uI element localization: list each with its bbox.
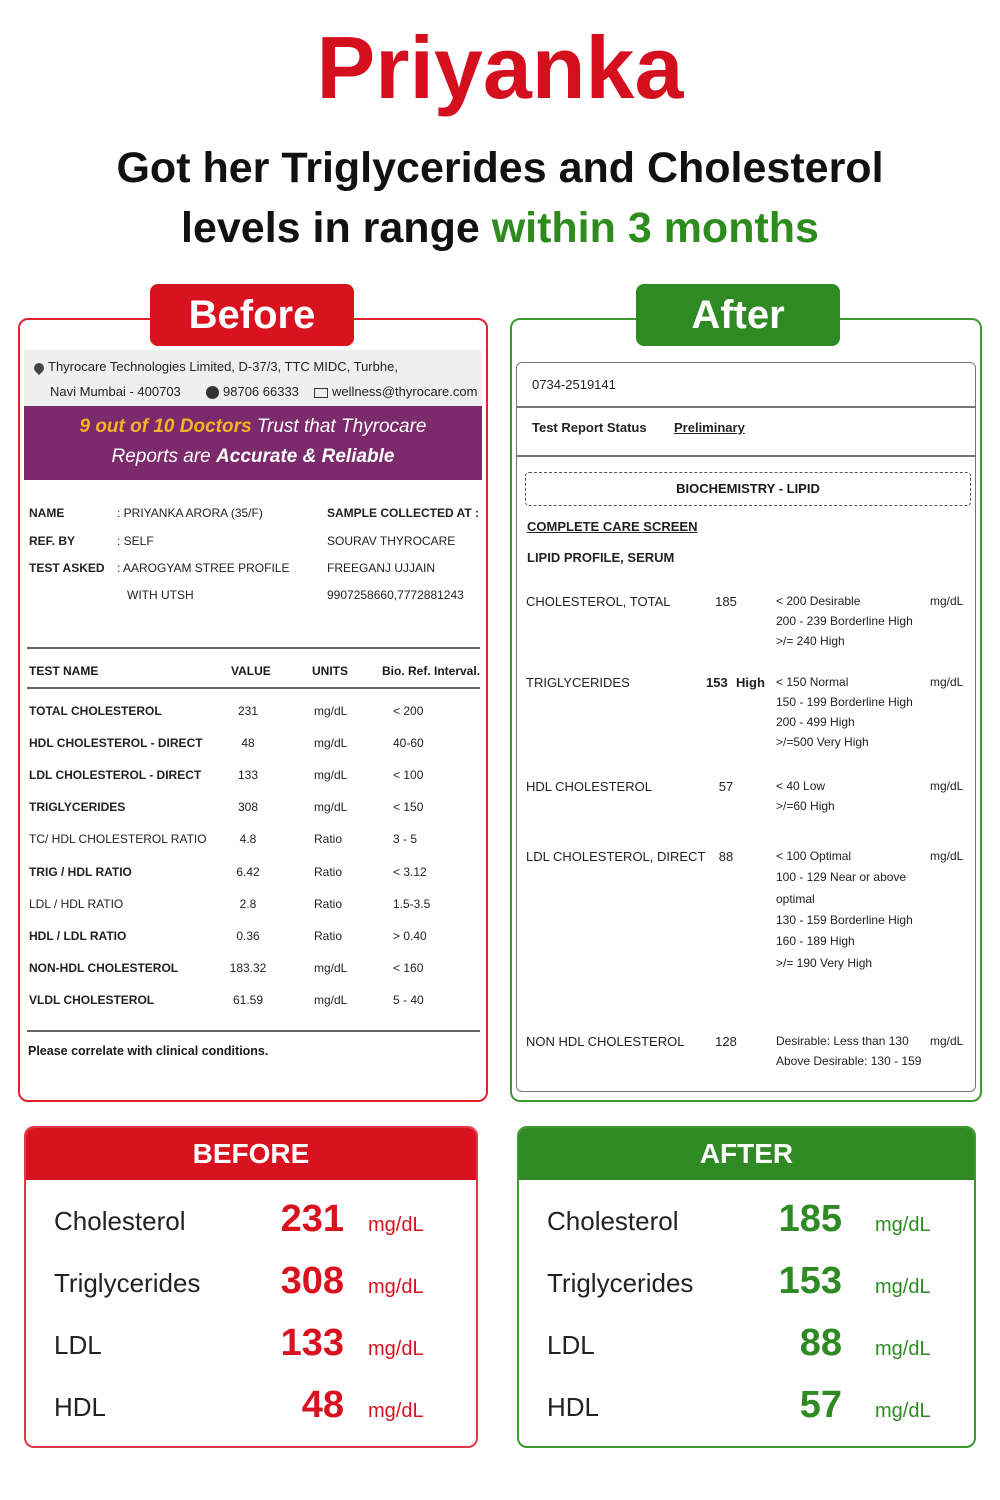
summary-before-card xyxy=(24,1126,478,1448)
reference-range-line: optimal xyxy=(776,891,815,906)
result-value: 185 xyxy=(715,594,737,609)
result-units: mg/dL xyxy=(314,768,348,783)
result-unit: mg/dL xyxy=(930,1034,964,1048)
result-unit: mg/dL xyxy=(930,675,964,689)
location-pin-icon xyxy=(32,360,46,374)
result-units: mg/dL xyxy=(314,992,348,1007)
summary-unit: mg/dL xyxy=(368,1338,424,1360)
col-units: UNITS xyxy=(312,664,348,678)
summary-after-title: AFTER xyxy=(519,1128,974,1180)
reference-range-line: >/=500 Very High xyxy=(776,735,869,749)
result-test-name: TOTAL CHOLESTEROL xyxy=(29,704,162,718)
summary-value: 231 xyxy=(280,1198,344,1240)
banner-prefix-2: Reports are xyxy=(111,446,217,467)
result-test-name: HDL / LDL RATIO xyxy=(29,928,127,943)
profile-title: LIPID PROFILE, SERUM xyxy=(527,550,675,565)
result-ref-interval: > 0.40 xyxy=(393,928,427,943)
result-value: 183.32 xyxy=(229,960,267,975)
banner-bold-1: 9 out of 10 Doctors xyxy=(79,416,252,437)
summary-label: Cholesterol xyxy=(547,1206,679,1236)
divider xyxy=(27,687,480,689)
reference-range-line: Above Desirable: 130 - 159 xyxy=(776,1054,922,1068)
before-label: Before xyxy=(150,284,354,346)
lab-address-line-2: Navi Mumbai - 400703 xyxy=(50,384,181,399)
result-units: Ratio xyxy=(314,928,343,943)
summary-row xyxy=(26,1384,476,1434)
test-asked-value-2: WITH UTSH xyxy=(127,588,194,602)
envelope-icon xyxy=(314,388,328,398)
summary-label: Cholesterol xyxy=(54,1206,186,1236)
reference-range-line: >/= 240 High xyxy=(776,634,845,648)
summary-row xyxy=(26,1322,476,1372)
lab-email-text: wellness@thyrocare.com xyxy=(332,384,478,399)
subtitle-line-2 xyxy=(0,200,1000,256)
result-test-name: LDL CHOLESTEROL - DIRECT xyxy=(29,768,202,783)
result-ref-interval: 3 - 5 xyxy=(393,832,418,847)
summary-value: 185 xyxy=(778,1198,842,1240)
result-ref-interval: 1.5-3.5 xyxy=(393,896,431,911)
result-test-name: VLDL CHOLESTEROL xyxy=(29,992,155,1007)
lab-phone-text: 98706 66333 xyxy=(223,384,299,399)
subtitle-prefix: levels in range xyxy=(181,204,492,252)
summary-unit: mg/dL xyxy=(368,1214,424,1236)
test-asked-value: : AAROGYAM STREE PROFILE xyxy=(117,561,290,575)
lab-phone xyxy=(206,384,299,399)
result-value: 57 xyxy=(718,779,734,794)
result-value: 153 xyxy=(706,675,728,690)
result-test-name: TC/ HDL CHOLESTEROL RATIO xyxy=(29,832,207,847)
result-units: Ratio xyxy=(314,864,343,879)
summary-unit: mg/dL xyxy=(875,1338,931,1360)
summary-row xyxy=(519,1384,974,1434)
sample-line-3: 9907258660,7772881243 xyxy=(327,588,464,602)
summary-unit: mg/dL xyxy=(875,1400,931,1422)
summary-value: 88 xyxy=(799,1322,842,1364)
result-test-name: HDL CHOLESTEROL - DIRECT xyxy=(29,736,203,751)
banner-line-2 xyxy=(24,446,482,468)
result-units: mg/dL xyxy=(314,960,348,975)
divider xyxy=(27,647,480,649)
result-units: Ratio xyxy=(314,832,343,847)
result-test-name: CHOLESTEROL, TOTAL xyxy=(526,594,671,609)
result-test-name: TRIGLYCERIDES xyxy=(29,800,126,815)
reference-range-line: < 40 Low xyxy=(776,779,826,793)
reference-range-line: 200 - 239 Borderline High xyxy=(776,614,913,628)
result-value: 6.42 xyxy=(236,864,260,879)
summary-row xyxy=(26,1260,476,1310)
col-ref: Bio. Ref. Interval. xyxy=(382,664,481,678)
summary-unit: mg/dL xyxy=(368,1400,424,1422)
lab-phone-after: 0734-2519141 xyxy=(532,377,616,392)
summary-after-card xyxy=(517,1126,976,1448)
result-ref-interval: < 100 xyxy=(393,768,424,783)
reference-range-line: 100 - 129 Near or above xyxy=(776,870,907,885)
summary-label: HDL xyxy=(547,1392,600,1422)
status-label: Test Report Status xyxy=(532,420,647,435)
result-unit: mg/dL xyxy=(930,594,964,608)
result-units: mg/dL xyxy=(314,800,348,815)
result-value: 61.59 xyxy=(232,992,264,1007)
col-value: VALUE xyxy=(231,664,271,678)
result-ref-interval: < 150 xyxy=(393,800,424,815)
banner-bold-2: Accurate & Reliable xyxy=(216,446,395,467)
result-value: 48 xyxy=(241,736,255,751)
result-unit: mg/dL xyxy=(930,779,964,793)
summary-value: 308 xyxy=(280,1260,344,1302)
banner-rest-1: Trust that Thyrocare xyxy=(251,416,427,437)
reference-range-line: >/= 190 Very High xyxy=(776,955,873,970)
result-value: 308 xyxy=(237,800,259,815)
result-flag: High xyxy=(736,675,765,690)
reference-range-line: 200 - 499 High xyxy=(776,715,855,729)
result-value: 128 xyxy=(715,1034,737,1049)
result-ref-interval: 5 - 40 xyxy=(393,992,424,1007)
summary-unit: mg/dL xyxy=(875,1214,931,1236)
reference-range-line: < 200 Desirable xyxy=(776,594,861,608)
test-asked-label: TEST ASKED xyxy=(29,561,105,575)
summary-label: LDL xyxy=(547,1330,595,1360)
status-value: Preliminary xyxy=(674,420,745,435)
result-units: mg/dL xyxy=(314,704,348,718)
reference-range-line: < 100 Optimal xyxy=(776,849,852,863)
ref-label: REF. BY xyxy=(29,534,76,548)
reference-range-line: 160 - 189 High xyxy=(776,934,855,949)
lab-email xyxy=(314,384,477,399)
summary-value: 133 xyxy=(280,1322,344,1364)
lab-address-line-1 xyxy=(34,359,398,374)
summary-before-title: BEFORE xyxy=(26,1128,476,1180)
banner-line-1 xyxy=(24,416,482,438)
name-value: : PRIYANKA ARORA (35/F) xyxy=(117,506,263,520)
summary-row xyxy=(519,1198,974,1248)
result-value: 0.36 xyxy=(236,928,260,943)
divider xyxy=(516,455,976,457)
subtitle-highlight: within 3 months xyxy=(491,204,819,252)
result-ref-interval: < 160 xyxy=(393,960,424,975)
result-test-name: NON-HDL CHOLESTEROL xyxy=(29,960,179,975)
subtitle-line-1: Got her Triglycerides and Cholesterol xyxy=(116,144,884,192)
result-value: 2.8 xyxy=(239,896,257,911)
reference-range-line: 150 - 199 Borderline High xyxy=(776,695,913,709)
summary-value: 48 xyxy=(301,1384,344,1426)
result-ref-interval: 40-60 xyxy=(393,736,424,751)
result-value: 88 xyxy=(718,849,734,864)
ref-value: : SELF xyxy=(117,534,154,548)
summary-unit: mg/dL xyxy=(368,1276,424,1298)
page-title: Priyanka xyxy=(316,18,684,117)
divider xyxy=(516,406,976,408)
summary-label: Triglycerides xyxy=(54,1268,201,1298)
trust-banner xyxy=(24,406,482,480)
section-box: BIOCHEMISTRY - LIPID xyxy=(525,472,971,506)
result-value: 231 xyxy=(237,704,259,718)
result-test-name: HDL CHOLESTEROL xyxy=(526,779,652,794)
result-units: Ratio xyxy=(314,896,343,911)
sample-line-1: SOURAV THYROCARE xyxy=(327,534,456,548)
col-test-name: TEST NAME xyxy=(29,664,99,678)
summary-row xyxy=(519,1260,974,1310)
sample-line-2: FREEGANJ UJJAIN xyxy=(327,561,436,575)
screen-title: COMPLETE CARE SCREEN xyxy=(527,519,698,534)
name-label: NAME xyxy=(29,506,65,520)
result-ref-interval: < 3.12 xyxy=(393,864,427,879)
result-units: mg/dL xyxy=(314,736,348,751)
summary-value: 153 xyxy=(778,1260,842,1302)
summary-value: 57 xyxy=(799,1384,842,1426)
after-label: After xyxy=(636,284,840,346)
whatsapp-icon xyxy=(206,386,219,399)
summary-unit: mg/dL xyxy=(875,1276,931,1298)
summary-label: LDL xyxy=(54,1330,102,1360)
summary-label: HDL xyxy=(54,1392,107,1422)
result-test-name: LDL CHOLESTEROL, DIRECT xyxy=(526,849,706,864)
result-test-name: NON HDL CHOLESTEROL xyxy=(526,1034,685,1049)
divider xyxy=(27,1030,480,1032)
result-unit: mg/dL xyxy=(930,849,964,863)
lab-header xyxy=(24,350,482,408)
reference-range-line: Desirable: Less than 130 xyxy=(776,1034,909,1048)
summary-row xyxy=(519,1322,974,1372)
sample-label: SAMPLE COLLECTED AT : xyxy=(327,506,479,520)
reference-range-line: >/=60 High xyxy=(776,799,835,813)
lab-address-text: Thyrocare Technologies Limited, D-37/3, TTC MIDC, Turbhe, xyxy=(48,359,398,374)
clinical-note: Please correlate with clinical conditions. xyxy=(28,1044,269,1058)
summary-row xyxy=(26,1198,476,1248)
reference-range-line: 130 - 159 Borderline High xyxy=(776,912,913,927)
result-ref-interval: < 200 xyxy=(393,704,424,718)
result-value: 4.8 xyxy=(239,832,257,847)
result-test-name: TRIGLYCERIDES xyxy=(526,675,630,690)
reference-range-line: < 150 Normal xyxy=(776,675,849,689)
summary-label: Triglycerides xyxy=(547,1268,694,1298)
result-value: 133 xyxy=(237,768,259,783)
result-test-name: LDL / HDL RATIO xyxy=(29,896,124,911)
result-test-name: TRIG / HDL RATIO xyxy=(29,864,132,879)
